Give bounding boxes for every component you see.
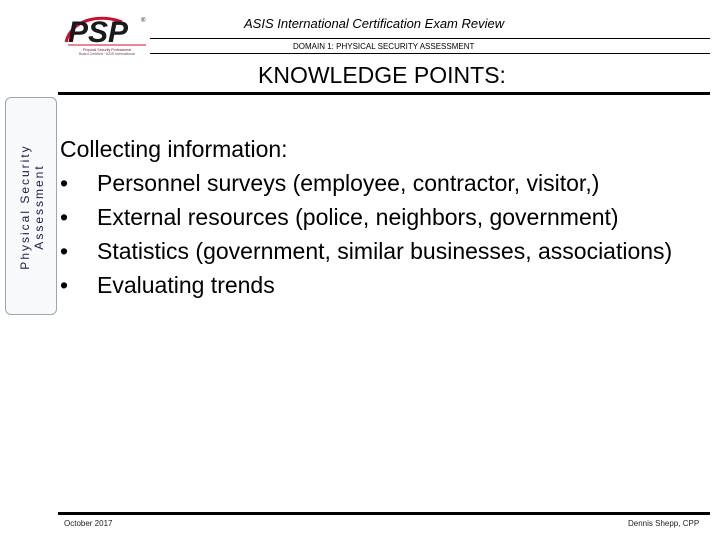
domain-label: DOMAIN 1: PHYSICAL SECURITY ASSESSMENT [293,42,475,51]
bullet-icon: • [60,272,69,298]
bullet-text: Statistics (government, similar businesses, associations) [97,238,673,264]
side-tab-label [18,102,46,312]
list-item [60,200,684,234]
footer-date: October 2017 [64,519,113,528]
side-tab [5,97,57,315]
content-heading: Collecting information: [60,136,288,162]
logo-wordmark: PSP [68,16,129,48]
bullet-text: Personnel surveys (employee, contractor, visitor,) [97,170,600,196]
psp-logo-mark [62,12,150,48]
logo-tagline: Physical Security Professional [82,48,132,52]
page-title: KNOWLEDGE POINTS: [258,62,506,88]
title-rule [58,92,710,95]
logo-registered: ® [141,18,146,24]
side-tab-line-1: Physical Security [18,144,32,270]
bullet-text: Evaluating trends [97,272,275,298]
header-rule-bottom [150,53,710,54]
psp-logo [62,12,150,60]
header-rule [150,38,710,39]
side-tab-line-2: Assessment [32,164,46,250]
bullet-text: External resources (police, neighbors, government) [97,204,619,230]
bullet-list [60,166,684,302]
bullet-icon: • [60,204,69,230]
header-title: ASIS International Certification Exam Review [244,16,505,31]
footer-author: Dennis Shepp, CPP [628,519,700,528]
bullet-icon: • [60,170,69,196]
footer-rule [58,512,710,515]
content-area [60,132,684,302]
list-item [60,268,684,302]
list-item [60,234,684,268]
logo-subline: Board Certified · ASIS International [79,52,135,56]
bullet-icon: • [60,238,69,264]
list-item [60,166,684,200]
